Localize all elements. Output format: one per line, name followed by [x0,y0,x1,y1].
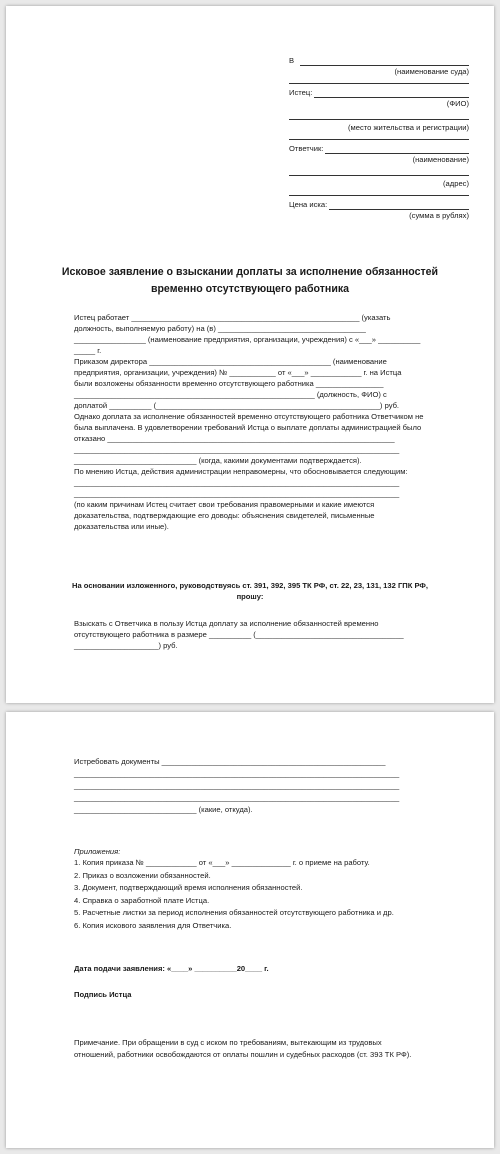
body-line: (по каким причинам Истец считает свои требования правомерными и какие имеются [74,500,375,509]
body-line: доплатой __________ (_____________________________________________________) руб. [74,401,400,410]
body-line: Приказом директора ___________________________________________ (наименование [74,357,387,366]
fio-hint: (ФИО) [446,99,469,108]
appendix-list [74,857,394,932]
defendant-line [289,143,469,154]
body-line: _________________________________________________________ (должность, ФИО) с [74,390,387,399]
appendix-item: 4. Справка о заработной плате Истца. [74,895,210,905]
docs-request-line: _____________________________________________________________________________ [74,781,400,790]
to-prefix: В [289,56,295,65]
claim-price-label: Цена иска: [289,200,328,209]
body-line: доказательства, подтверждающие его доводы: объяснения свидетелей, письменные [74,511,375,520]
body-line: Однако доплата за исполнение обязанностей временно отсутствующего работника Ответчиком не [74,412,424,421]
body-line: доказательства или иные). [74,522,169,531]
court-header-block [289,55,469,221]
appendix-item: 6. Копия искового заявления для Ответчика. [74,920,232,930]
docs-request-line: _____________________________________________________________________________ [74,769,400,778]
name-hint: (наименование) [412,155,469,164]
appendix-item: 2. Приказ о возложении обязанностей. [74,870,211,880]
body-line: были возложены обязанности временно отсутствующего работника ________________ [74,379,384,388]
basis-line-2: прошу: [236,592,264,601]
court-line [289,55,469,66]
document-title [36,264,464,298]
plaintiff-label: Истец: [289,88,313,97]
request-line: ____________________) руб. [74,641,178,650]
court-extra-line [289,77,469,84]
court-hint: (наименование суда) [394,67,469,76]
body-line: _____________________________________________________________________________ [74,478,400,487]
claim-body [74,312,424,532]
body-line: По мнению Истца, действия администрации неправомерны, что обосновывается следующим: [74,467,408,476]
note-block [74,1037,411,1061]
claim-price-line [289,199,469,210]
request-block [74,618,404,651]
request-line: Взыскать с Ответчика в пользу Истца доплату за исполнение обязанностей временно [74,619,379,628]
defendant-address-line [289,165,469,176]
body-line: _________________ (наименование предприятия, организации, учреждения) с «___» __________ [74,335,421,344]
docs-request-line: Истребовать документы _____________________________________________________ [74,757,386,766]
plaintiff-signature-label: Подпись Истца [74,990,132,999]
body-line: _____________________________________________________________________________ [74,489,400,498]
docs-request-line: _____________________________________________________________________________ [74,793,400,802]
title-line-2: временно отсутствующего работника [150,283,350,295]
document-page-2 [6,712,494,1148]
body-line: _____ г. [74,346,102,355]
residence-hint: (место жительства и регистрации) [347,123,469,132]
sum-hint: (сумма в рублях) [409,211,469,220]
body-line: _____________________________ (когда, какими документами подтверждается). [74,456,362,465]
filing-date-line: Дата подачи заявления: «____» __________20____ г. [74,964,269,973]
body-line: отказано ____________________________________________________________________ [74,434,395,443]
note-line-2: отношений, работники освобождаются от оплаты пошлин и судебных расходов (ст. 393 ТК РФ). [74,1050,412,1059]
address-hint: (адрес) [443,179,469,188]
basis-line-1: На основании изложенного, руководствуясь ст. 391, 392, 395 ТК РФ, ст. 22, 23, 131, 132 ГПК РФ, [71,581,429,590]
defendant-label: Ответчик: [289,144,324,153]
docs-request-line: _____________________________ (какие, откуда). [74,805,253,814]
body-line: _____________________________________________________________________________ [74,445,400,454]
appendix-item: 3. Документ, подтверждающий время исполнения обязанностей. [74,883,303,892]
appendix-title: Приложения: [74,847,121,856]
note-line-1: Примечание. При обращении в суд с иском по требованиям, вытекающим из трудовых [74,1038,382,1047]
legal-basis [36,580,464,602]
body-line: Истец работает ______________________________________________________ (указать [74,313,391,322]
plaintiff-line [289,87,469,98]
docs-request-block [74,756,399,816]
appendix-item: 5. Расчетные листки за период исполнения обязанностей отсутствующего работника и др. [74,908,394,917]
body-line: должность, выполняемую работу) на (в) ___________________________________ [74,324,366,333]
plaintiff-address-line [289,109,469,120]
document-page-1 [6,6,494,703]
body-line: предприятия, организации, учреждения) № ___________ от «___» ____________ г. на Истца [74,368,402,377]
appendix-item: 1. Копия приказа № ____________ от «___» ______________ г. о приеме на работу. [74,858,370,867]
title-line-1: Исковое заявление о взыскании доплаты за исполнение обязанностей [61,266,439,278]
request-line: отсутствующего работника в размере __________ (___________________________________ [74,630,404,639]
defendant-extra-line [289,189,469,196]
plaintiff-extra-line [289,133,469,140]
body-line: была выплачена. В удовлетворении требований Истца о выплате доплаты администрацией было [74,423,422,432]
